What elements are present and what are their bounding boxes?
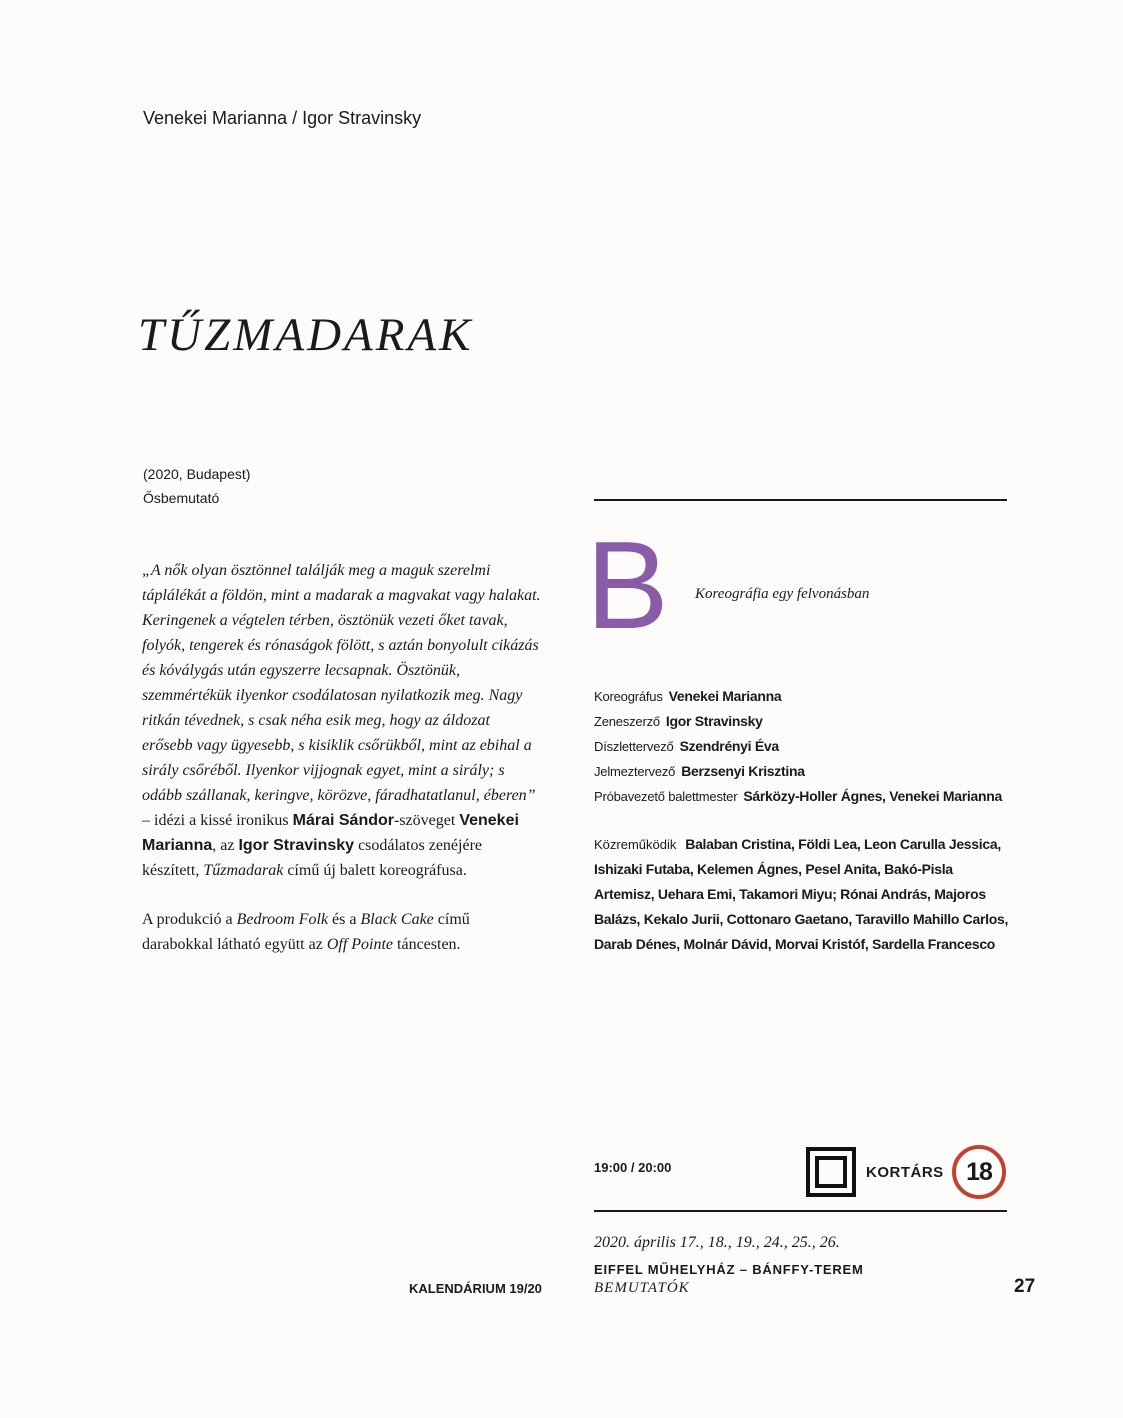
credit-value: Igor Stravinsky [665, 713, 763, 729]
text-span: , az [212, 837, 239, 854]
venue: EIFFEL MŰHELYHÁZ – BÁNFFY-TEREM [594, 1262, 864, 1277]
age-rating-badge: 18 [952, 1145, 1006, 1199]
cast [594, 832, 1014, 957]
category-letter: B [586, 517, 669, 655]
work-off-pointe: Off Pointe [326, 936, 394, 953]
showtime: 19:00 / 20:00 [594, 1160, 672, 1175]
description-paragraph-1 [142, 558, 542, 883]
performance-dates: 2020. április 17., 18., 19., 24., 25., 26. [594, 1234, 840, 1251]
credit-value: Berzsenyi Krisztina [681, 763, 805, 779]
credits [594, 684, 1002, 809]
kortars-square-icon [806, 1147, 856, 1197]
credit-label: Próbavezető balettmester [594, 789, 738, 804]
work-bedroom-folk: Bedroom Folk [236, 911, 329, 928]
credit-value: Sárközy-Holler Ágnes, Venekei Marianna [743, 788, 1002, 804]
credit-row [594, 734, 1002, 759]
top-divider [594, 499, 1007, 501]
description-paragraph-2 [142, 907, 542, 957]
name-marai: Márai Sándor [292, 812, 394, 829]
text-span: csodálatos zenéjére készített, [142, 837, 482, 879]
credit-label: Zeneszerző [594, 714, 660, 729]
quote: „A nők olyan ösztönnel találják meg a maguk szerelmi táplálékát a földön, mint a madarak a magvakat vagy halakat. Keringenek a végtelen térben, ösztönük vezeti őket tavak, folyók, tengerek és rónaságok fölött, s aztán bonyolult cikázás és kóválygás után egyszerre lecsapnak. Ösztönük, szemmértékük ilyenkor csodálatosan nyilatkozik meg. Nagy ritkán tévednek, s csak néha esik meg, hogy az áldozat erősebb vagy ügyesebb, s kisiklik csőrükből, mint az ebihal a sirály csőréből. Ilyenkor vijjognak egyet, mint a sirály; s odább szállanak, keringve, körözve, fáradhatatlanul, éberen” [142, 562, 541, 804]
credit-label: Jelmeztervező [594, 764, 676, 779]
text-span: – idézi a kissé ironikus [142, 812, 293, 829]
premiere-meta [143, 462, 250, 510]
credit-row [594, 759, 1002, 784]
credit-row [594, 709, 1002, 734]
cast-names: Balaban Cristina, Földi Lea, Leon Carulla Jessica, Ishizaki Futaba, Kelemen Ágnes, Pesel Anita, Bakó-Pisla Artemisz, Uehara Emi, Takamori Miyu; Rónai András, Majoros Balázs, Kekalo Jurii, Cottonaro Gaetano, Taravillo Mahillo Carlos, Darab Dénes, Molnár Dávid, Morvai Kristóf, Sardella Francesco [594, 836, 1009, 952]
text-span: táncesten. [393, 936, 461, 953]
credit-row [594, 784, 1002, 809]
page-title: TŰZMADARAK [138, 309, 474, 361]
description [142, 558, 542, 981]
category-subtitle: Koreográfia egy felvonásban [695, 586, 870, 602]
text-span: című új balett koreográfusa. [283, 862, 467, 879]
credit-value: Szendrényi Éva [679, 738, 779, 754]
premiere-info: (2020, Budapest) [143, 466, 251, 482]
credit-value: Venekei Marianna [668, 688, 782, 704]
publication-name: KALENDÁRIUM 19/20 [409, 1281, 542, 1296]
credit-row [594, 684, 1002, 709]
name-stravinsky: Igor Stravinsky [238, 837, 355, 854]
name-venekei: Venekei Marianna [142, 812, 519, 854]
premiere-type: Ősbemutató [143, 490, 220, 506]
page-number: 27 [1014, 1276, 1036, 1297]
text-span: A produkció a [142, 911, 237, 928]
text-span: című darabokkal látható együtt az [142, 911, 470, 953]
cast-label: Közreműködik [594, 837, 677, 852]
work-title: Tűzmadarak [203, 862, 284, 879]
section-name: BEMUTATÓK [594, 1280, 690, 1296]
authors: Venekei Marianna / Igor Stravinsky [143, 108, 422, 128]
text-span: és a [328, 911, 361, 928]
text-span: -szöveget [394, 812, 460, 829]
series-label: KORTÁRS [866, 1164, 944, 1181]
work-black-cake: Black Cake [360, 911, 434, 928]
credit-label: Koreográfus [594, 689, 663, 704]
credit-label: Díszlettervező [594, 739, 674, 754]
bottom-divider [594, 1210, 1007, 1212]
